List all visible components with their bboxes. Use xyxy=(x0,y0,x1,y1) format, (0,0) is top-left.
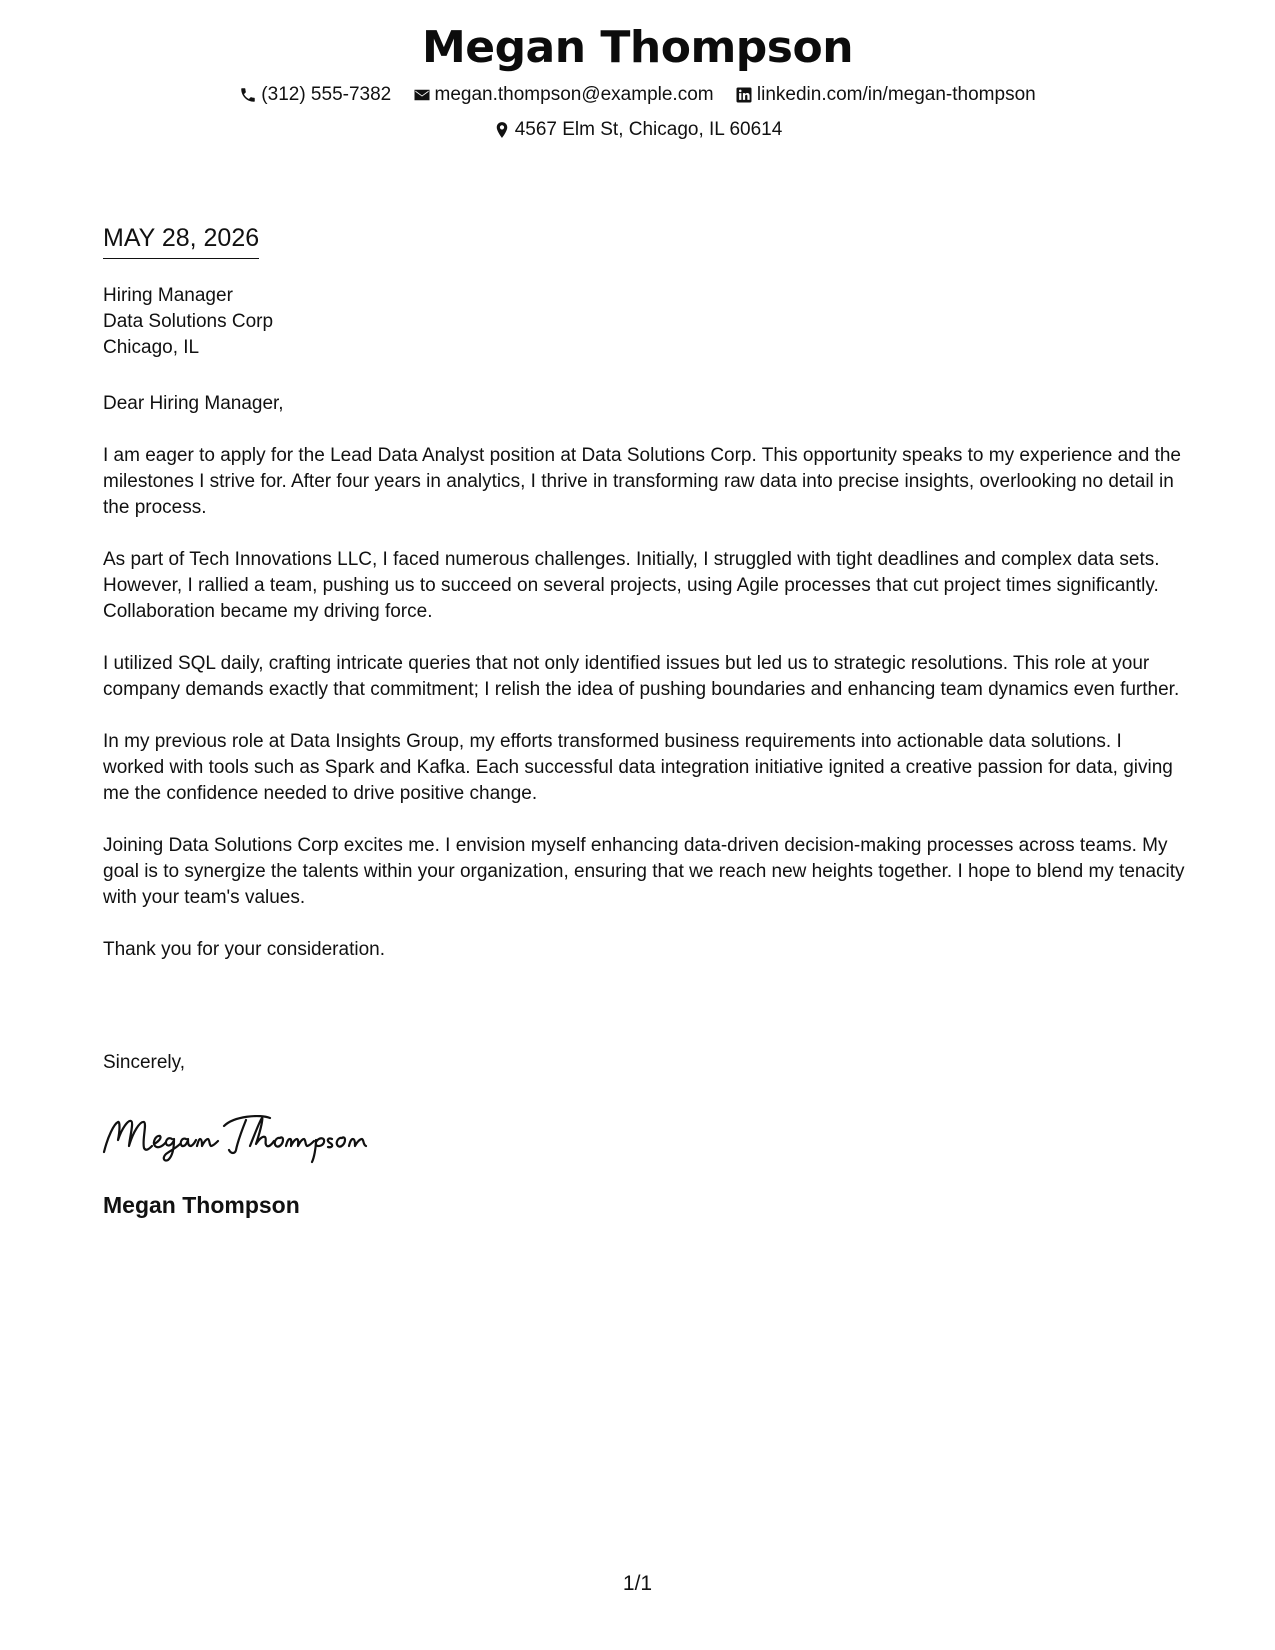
body-paragraph: In my previous role at Data Insights Group, my efforts transformed business requirements into actionable data solutions. I worked with tools such as Spark and Kafka. Each successful data integration initiative ignited a creative passion for data, giving me the confidence needed to drive positive change. xyxy=(103,731,1173,804)
body-paragraph: I am eager to apply for the Lead Data Analyst position at Data Solutions Corp. This opportunity speaks to my experience and the milestones I strive for. After four years in analytics, I thrive in transforming raw data into precise insights, overlooking no detail in the process. xyxy=(103,445,1181,518)
address-contact xyxy=(493,117,783,143)
thank-you-line: Thank you for your consideration. xyxy=(103,939,385,960)
salutation: Dear Hiring Manager, xyxy=(103,393,284,414)
handwritten-signature xyxy=(100,1106,370,1168)
linkedin-icon xyxy=(735,86,753,104)
recipient-company: Data Solutions Corp xyxy=(103,311,274,332)
body-paragraph: Joining Data Solutions Corp excites me. I envision myself enhancing data-driven decision-making processes across teams. My goal is to synergize the talents within your organization, ensuring that we reach new heights together. I hope to blend my tenacity with your team's values. xyxy=(103,835,1185,908)
linkedin-url: linkedin.com/in/megan-thompson xyxy=(756,84,1036,105)
email-contact xyxy=(413,82,714,108)
street-address: 4567 Elm St, Chicago, IL 60614 xyxy=(514,119,783,140)
envelope-icon xyxy=(413,86,431,104)
body-paragraph: As part of Tech Innovations LLC, I faced numerous challenges. Initially, I struggled with tight deadlines and complex data sets. However, I rallied a team, pushing us to succeed on several projects, using Agile processes that cut project times significantly. Collaboration became my driving force. xyxy=(103,549,1160,622)
body-paragraph: I utilized SQL daily, crafting intricate queries that not only identified issues but led us to strategic resolutions. This role at your company demands exactly that commitment; I relish the idea of pushing boundaries and enhancing team dynamics even further. xyxy=(103,653,1180,700)
contact-line xyxy=(0,82,1275,112)
page-number: 1/1 xyxy=(622,1572,653,1595)
recipient-title: Hiring Manager xyxy=(103,285,233,306)
address-line xyxy=(0,117,1275,147)
letter-body xyxy=(103,391,1188,989)
linkedin-contact xyxy=(735,82,1036,108)
email-address: megan.thompson@example.com xyxy=(434,84,714,105)
letter-date-block xyxy=(103,222,259,259)
recipient-location: Chicago, IL xyxy=(103,337,200,358)
recipient-block xyxy=(103,283,273,361)
phone-number: (312) 555-7382 xyxy=(261,84,392,105)
letter-date: MAY 28, 2026 xyxy=(103,222,259,259)
letter-header xyxy=(0,20,1275,147)
closing: Sincerely, xyxy=(103,1052,186,1073)
phone-icon xyxy=(239,86,257,104)
signer-name: Megan Thompson xyxy=(103,1192,300,1218)
applicant-name: Megan Thompson xyxy=(421,22,854,73)
phone-contact xyxy=(239,82,391,108)
map-marker-icon xyxy=(493,121,511,139)
